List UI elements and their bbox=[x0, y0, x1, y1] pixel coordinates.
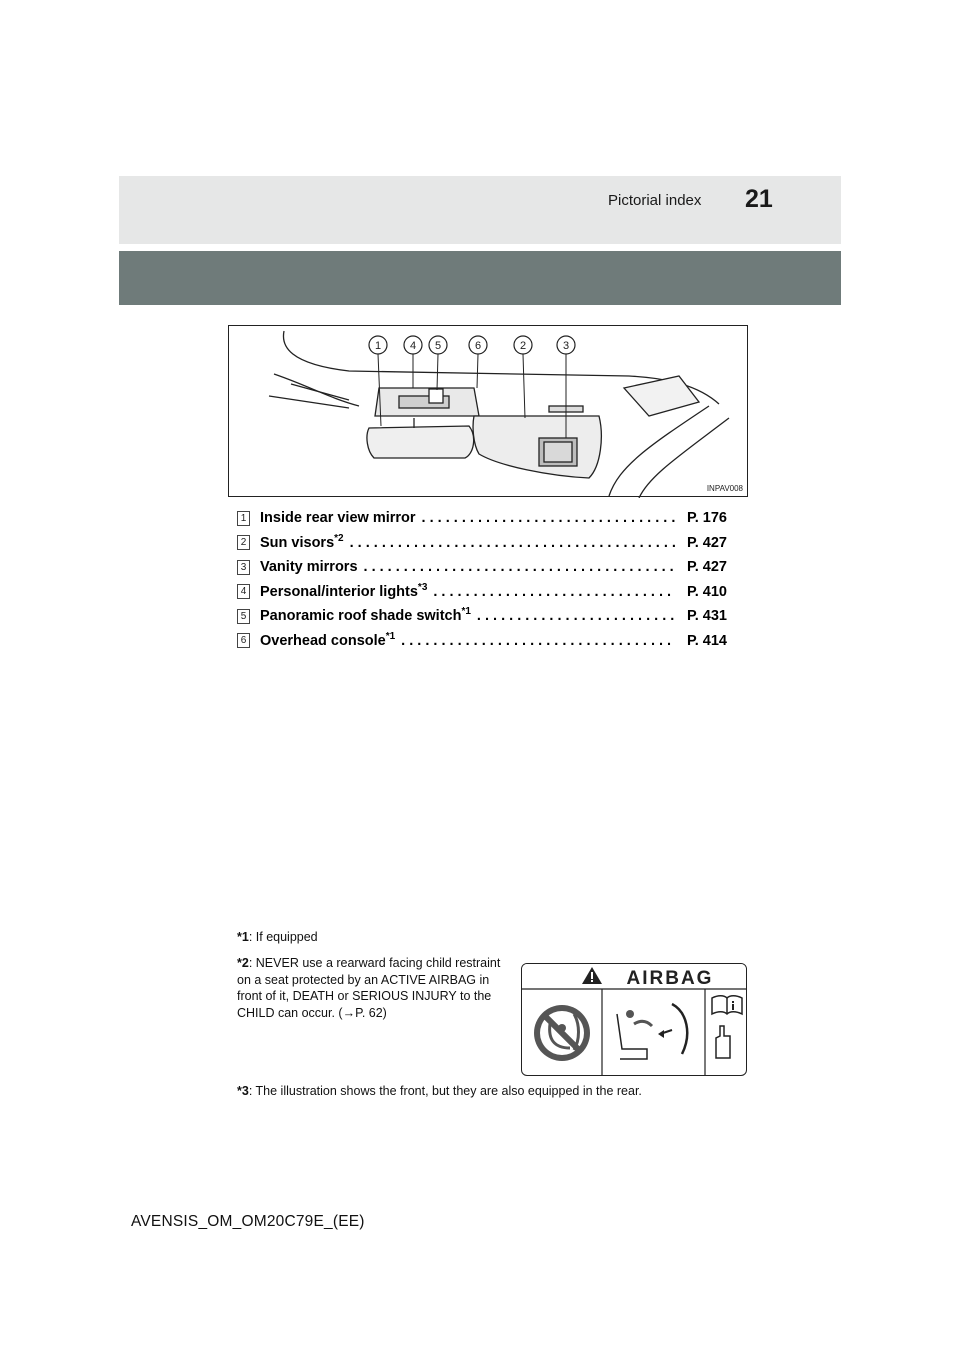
list-item bbox=[237, 629, 727, 654]
callout-label-5: 5 bbox=[434, 340, 442, 352]
interior-illustration bbox=[228, 325, 748, 497]
item-label: Inside rear view mirror bbox=[260, 510, 416, 527]
footnote-ref: *1 bbox=[461, 606, 471, 618]
page-reference[interactable]: P. 427 bbox=[686, 534, 727, 551]
footnote-ref: *2 bbox=[334, 532, 344, 544]
page-number: 21 bbox=[745, 185, 773, 213]
callout-label-4: 4 bbox=[409, 340, 417, 352]
footnote-text: : If equipped bbox=[248, 930, 318, 944]
dot-leader bbox=[433, 584, 675, 600]
page-reference[interactable]: P. 431 bbox=[686, 608, 727, 625]
item-label: Vanity mirrors bbox=[260, 559, 358, 576]
item-number: 1 bbox=[237, 511, 250, 526]
figure-code: INPAV008 bbox=[706, 484, 743, 493]
page-reference[interactable]: P. 414 bbox=[686, 632, 727, 649]
overhead-interior-drawing bbox=[229, 326, 749, 498]
header-band bbox=[119, 176, 841, 244]
callout-label-2: 2 bbox=[519, 340, 527, 352]
document-code: AVENSIS_OM_OM20C79E_(EE) bbox=[131, 1213, 365, 1230]
item-label: Personal/interior lights$^{*3}$ bbox=[260, 581, 428, 600]
list-item bbox=[237, 555, 727, 580]
dot-leader bbox=[477, 608, 675, 624]
footnote-mark: *3 bbox=[237, 1084, 249, 1098]
item-number: 5 bbox=[237, 609, 250, 624]
footnote-mark: *1 bbox=[237, 930, 249, 944]
list-item bbox=[237, 506, 727, 531]
dot-leader bbox=[364, 559, 675, 575]
page-reference[interactable]: P. 410 bbox=[686, 583, 727, 600]
footnote-text: : The illustration shows the front, but they are also equipped in the rear. bbox=[248, 1084, 642, 1098]
manual-book-icon bbox=[712, 996, 742, 1058]
footnote-1 bbox=[237, 929, 318, 946]
dot-leader bbox=[422, 510, 675, 526]
seat-airbag-icon bbox=[617, 1004, 687, 1059]
callout-label-1: 1 bbox=[374, 340, 382, 352]
item-number: 6 bbox=[237, 633, 250, 648]
section-band bbox=[119, 251, 841, 305]
callout-label-6: 6 bbox=[474, 340, 482, 352]
item-number: 4 bbox=[237, 584, 250, 599]
item-list bbox=[237, 506, 727, 653]
footnote-ref: *1 bbox=[385, 630, 396, 642]
page-reference[interactable]: P. 176 bbox=[686, 510, 727, 527]
item-label: Overhead console$^{*1}$ bbox=[260, 630, 396, 649]
footnote-2 bbox=[237, 955, 502, 1021]
airbag-warning-label bbox=[521, 963, 747, 1076]
callout-label-3: 3 bbox=[562, 340, 570, 352]
footnote-text: : NEVER use a rearward facing child restraint on a seat protected by an ACTIVE AIRBAG in front of it, DEATH or SERIOUS INJURY to the CHILD can occur. (→P. 62) bbox=[237, 956, 501, 1020]
footnote-mark: *2 bbox=[237, 956, 249, 970]
item-number: 3 bbox=[237, 560, 250, 575]
no-rear-facing-seat-icon bbox=[534, 1005, 590, 1061]
dot-leader bbox=[350, 535, 675, 551]
footnote-3 bbox=[237, 1083, 642, 1100]
item-label: Sun visors$^{*2}$ bbox=[260, 532, 344, 551]
page-reference[interactable]: P. 427 bbox=[686, 559, 727, 576]
dot-leader bbox=[401, 633, 675, 649]
item-number: 2 bbox=[237, 535, 250, 550]
list-item bbox=[237, 604, 727, 629]
list-item bbox=[237, 580, 727, 605]
list-item bbox=[237, 531, 727, 556]
page-header-title: Pictorial index bbox=[608, 192, 702, 209]
footnote-ref: *3 bbox=[417, 581, 428, 593]
warning-title: AIRBAG bbox=[626, 968, 714, 989]
airbag-warning-graphic bbox=[522, 964, 747, 1076]
item-label: Panoramic roof shade switch$^{*1}$ bbox=[260, 606, 471, 625]
